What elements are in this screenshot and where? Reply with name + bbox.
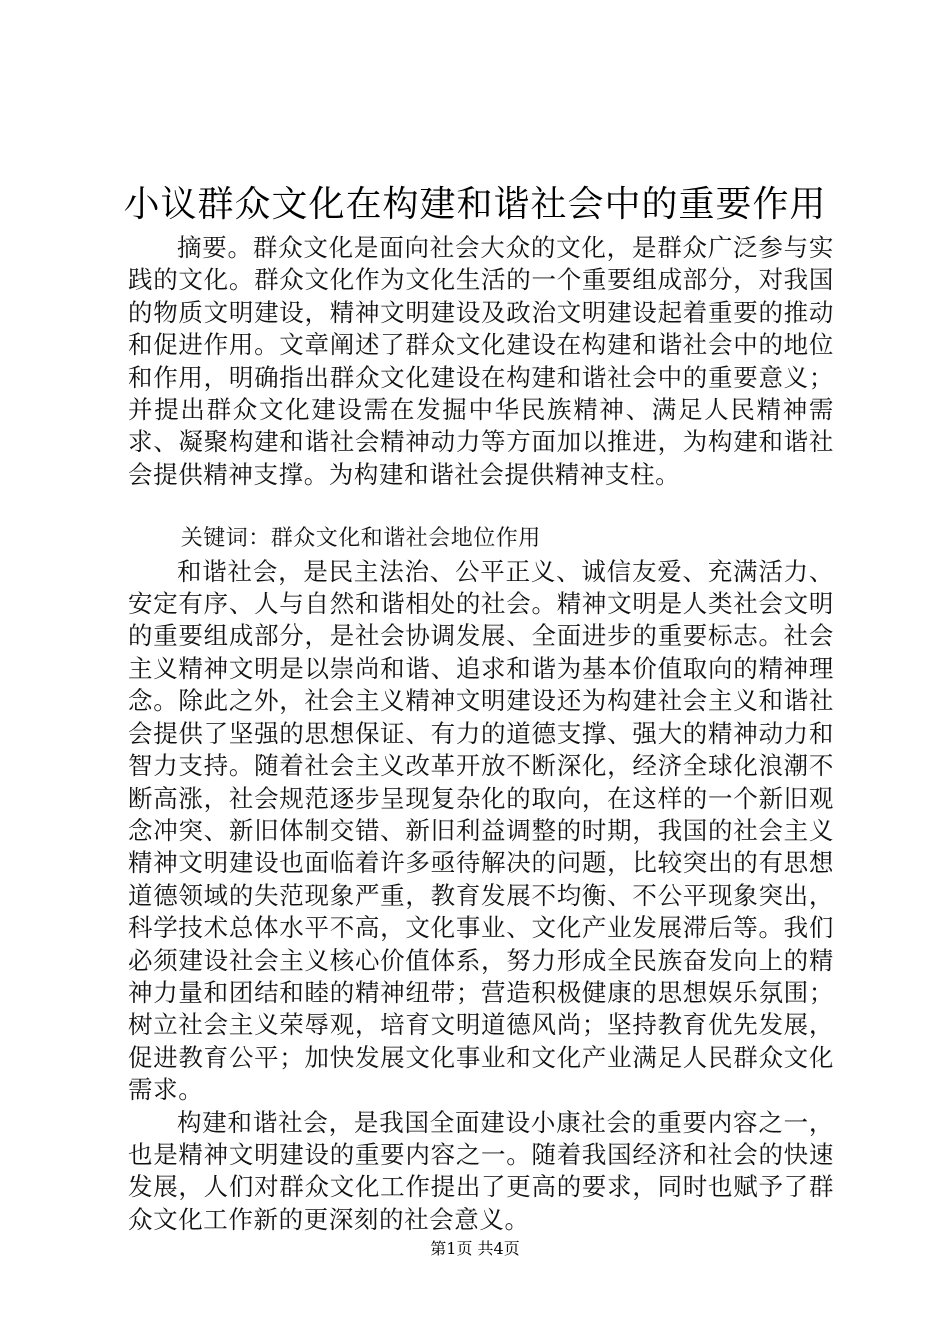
document-body (128, 232, 834, 1236)
keywords-line: 关键词：群众文化和谐社会地位作用 (180, 526, 541, 552)
body-paragraph-2: 构建和谐社会，是我国全面建设小康社会的重要内容之一，也是精神文明建设的重要内容之一。随着我国经济和社会的快速发展，人们对群众文化工作提出了更高的要求，同时也赋予了群众文化工作新的更深刻的社会意义。 (128, 1107, 834, 1234)
abstract-paragraph: 摘要。群众文化是面向社会大众的文化，是群众广泛参与实践的文化。群众文化作为文化生活的一个重要组成部分，对我国的物质文明建设，精神文明建设及政治文明建设起着重要的推动和促进作用。文章阐述了群众文化建设在构建和谐社会中的地位和作用，明确指出群众文化建设在构建和谐社会中的重要意义；并提出群众文化建设需在发掘中华民族精神、满足人民精神需求、凝聚构建和谐社会精神动力等方面加以推进，为构建和谐社会提供精神支撑。为构建和谐社会提供精神支柱。 (128, 233, 834, 489)
page-footer (0, 1238, 950, 1260)
document-title: 小议群众文化在构建和谐社会中的重要作用 (123, 184, 827, 225)
body-paragraph-1: 和谐社会，是民主法治、公平正义、诚信友爱、充满活力、安定有序、人与自然和谐相处的社会。精神文明是人类社会文明的重要组成部分，是社会协调发展、全面进步的重要标志。社会主义精神文明是以崇尚和谐、追求和谐为基本价值取向的精神理念。除此之外，社会主义精神文明建设还为构建社会主义和谐社会提供了坚强的思想保证、有力的道德支撑、强大的精神动力和智力支持。随着社会主义改革开放不断深化，经济全球化浪潮不断高涨，社会规范逐步呈现复杂化的取向，在这样的一个新旧观念冲突、新旧体制交错、新旧利益调整的时期，我国的社会主义精神文明建设也面临着许多亟待解决的问题，比较突出的有思想道德领域的失范现象严重，教育发展不均衡、不公平现象突出，科学技术总体水平不高，文化事业、文化产业发展滞后等。我们必须建设社会主义核心价值体系，努力形成全民族奋发向上的精神力量和团结和睦的精神纽带；营造积极健康的思想娱乐氛围；树立社会主义荣辱观，培育文明道德风尚；坚持教育优先发展，促进教育公平；加快发展文化事业和文化产业满足人民群众文化需求。 (128, 556, 834, 1105)
blank-line (128, 491, 834, 523)
page-number: 第1页 共4页 (430, 1239, 520, 1258)
